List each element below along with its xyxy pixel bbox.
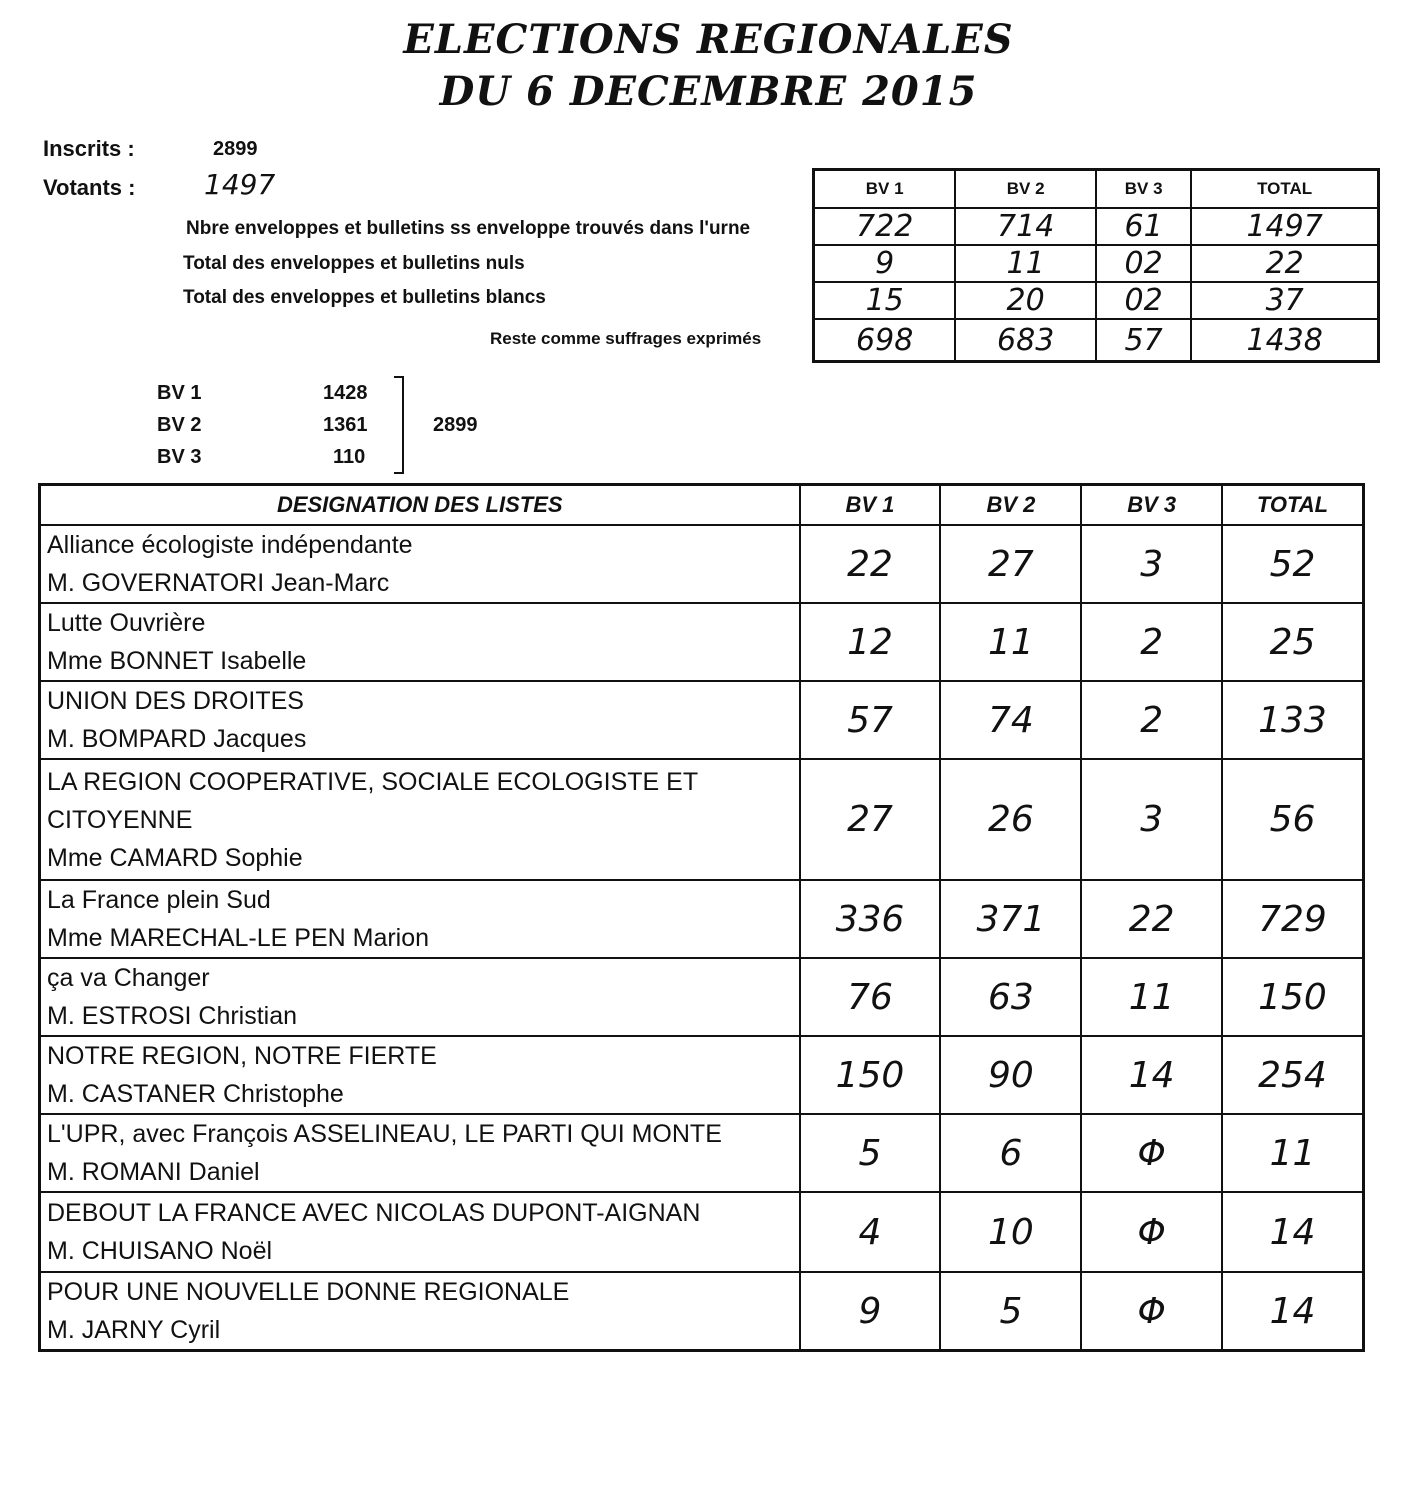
- summary-cell: 37: [1191, 282, 1378, 319]
- summary-header-bv3: BV 3: [1096, 170, 1191, 209]
- list-designation: [40, 1192, 800, 1272]
- list-total: 133: [1222, 681, 1364, 759]
- list-designation: [40, 880, 800, 958]
- summary-cell: 714: [955, 208, 1096, 245]
- list-total: 729: [1222, 880, 1364, 958]
- list-row: [40, 958, 1364, 1036]
- lists-header-row: [40, 485, 1364, 526]
- list-name: NOTRE REGION, NOTRE FIERTE: [47, 1042, 437, 1070]
- list-row: [40, 880, 1364, 958]
- bureau-value: 1428: [323, 382, 368, 404]
- list-total: 52: [1222, 525, 1364, 603]
- candidate-name: M. CHUISANO Noël: [47, 1237, 273, 1265]
- summary-cell: 1438: [1191, 319, 1378, 362]
- list-name: ça va Changer: [47, 964, 210, 992]
- inscrits-value: 2899: [213, 138, 258, 160]
- summary-header-bv1: BV 1: [814, 170, 956, 209]
- list-designation: [40, 958, 800, 1036]
- candidate-name: M. BOMPARD Jacques: [47, 725, 307, 753]
- bureau-name: BV 2: [157, 414, 202, 436]
- list-designation: [40, 681, 800, 759]
- summary-cell: 683: [955, 319, 1096, 362]
- list-vote-count: 371: [940, 880, 1081, 958]
- list-vote-count: 2: [1081, 681, 1222, 759]
- list-name: Lutte Ouvrière: [47, 609, 206, 637]
- list-total: 11: [1222, 1114, 1364, 1192]
- list-vote-count: 57: [800, 681, 941, 759]
- summary-row: [814, 319, 1379, 362]
- summary-cell: 9: [814, 245, 956, 282]
- list-vote-count: 22: [1081, 880, 1222, 958]
- header-total: TOTAL: [1222, 485, 1364, 526]
- list-designation: [40, 1036, 800, 1114]
- list-total: 254: [1222, 1036, 1364, 1114]
- header-bv3: BV 3: [1081, 485, 1222, 526]
- list-vote-count: 6: [940, 1114, 1081, 1192]
- list-name: POUR UNE NOUVELLE DONNE REGIONALE: [47, 1278, 570, 1306]
- list-vote-count: 90: [940, 1036, 1081, 1114]
- bureau-total: 2899: [433, 414, 478, 436]
- summary-header-bv2: BV 2: [955, 170, 1096, 209]
- list-designation: [40, 759, 800, 880]
- list-vote-count: 4: [800, 1192, 941, 1272]
- list-designation: [40, 1272, 800, 1351]
- list-vote-count: 26: [940, 759, 1081, 880]
- summary-header-row: [814, 170, 1379, 209]
- list-vote-count: 2: [1081, 603, 1222, 681]
- summary-cell: 20: [955, 282, 1096, 319]
- candidate-name: M. ROMANI Daniel: [47, 1158, 260, 1186]
- list-vote-count: 12: [800, 603, 941, 681]
- list-vote-count: 14: [1081, 1036, 1222, 1114]
- list-total: 14: [1222, 1272, 1364, 1351]
- list-name: CITOYENNE: [47, 805, 193, 834]
- candidate-name: Mme MARECHAL-LE PEN Marion: [47, 924, 430, 952]
- header-bv2: BV 2: [940, 485, 1081, 526]
- list-total: 25: [1222, 603, 1364, 681]
- list-vote-count: 74: [940, 681, 1081, 759]
- list-total: 150: [1222, 958, 1364, 1036]
- votants-value: 1497: [204, 168, 276, 201]
- list-vote-count: 27: [800, 759, 941, 880]
- list-designation: [40, 1114, 800, 1192]
- candidate-name: M. GOVERNATORI Jean-Marc: [47, 569, 390, 597]
- summary-label-urne: Nbre enveloppes et bulletins ss enveloppe trouvés dans l'urne: [186, 218, 751, 239]
- list-vote-count: 11: [1081, 958, 1222, 1036]
- list-total: 56: [1222, 759, 1364, 880]
- bureau-value: 1361: [323, 414, 368, 436]
- list-vote-count: 9: [800, 1272, 941, 1351]
- candidate-name: Mme CAMARD Sophie: [47, 843, 303, 872]
- list-vote-count: 11: [940, 603, 1081, 681]
- candidate-name: M. ESTROSI Christian: [47, 1002, 298, 1030]
- list-row: [40, 759, 1364, 880]
- bureau-name: BV 3: [157, 446, 202, 468]
- list-vote-count: Φ: [1081, 1192, 1222, 1272]
- list-row: [40, 525, 1364, 603]
- list-row: [40, 1192, 1364, 1272]
- list-vote-count: 63: [940, 958, 1081, 1036]
- list-row: [40, 1272, 1364, 1351]
- list-vote-count: 10: [940, 1192, 1081, 1272]
- list-vote-count: Φ: [1081, 1114, 1222, 1192]
- list-vote-count: 27: [940, 525, 1081, 603]
- summary-table: [812, 168, 1380, 363]
- list-vote-count: 3: [1081, 759, 1222, 880]
- list-row: [40, 1114, 1364, 1192]
- list-vote-count: 3: [1081, 525, 1222, 603]
- list-total: 14: [1222, 1192, 1364, 1272]
- summary-cell: 722: [814, 208, 956, 245]
- bureau-bracket: [394, 376, 404, 474]
- list-vote-count: 336: [800, 880, 941, 958]
- summary-label-exprimes: Reste comme suffrages exprimés: [490, 329, 762, 348]
- bureau-value: 110: [333, 446, 366, 468]
- list-name: DEBOUT LA FRANCE AVEC NICOLAS DUPONT-AIGNAN: [47, 1199, 701, 1227]
- summary-row: [814, 208, 1379, 245]
- summary-cell: 15: [814, 282, 956, 319]
- inscrits-label: Inscrits :: [43, 136, 135, 161]
- candidate-name: Mme BONNET Isabelle: [47, 647, 307, 675]
- list-vote-count: 150: [800, 1036, 941, 1114]
- list-row: [40, 603, 1364, 681]
- list-name: UNION DES DROITES: [47, 687, 304, 715]
- summary-cell: 61: [1096, 208, 1191, 245]
- list-designation: [40, 525, 800, 603]
- votants-label: Votants :: [43, 175, 136, 200]
- list-row: [40, 681, 1364, 759]
- summary-label-blancs: Total des enveloppes et bulletins blancs: [183, 287, 546, 308]
- summary-cell: 22: [1191, 245, 1378, 282]
- bureau-name: BV 1: [157, 382, 202, 404]
- summary-cell: 698: [814, 319, 956, 362]
- header-bv1: BV 1: [800, 485, 941, 526]
- header-designation: DESIGNATION DES LISTES: [40, 485, 800, 526]
- summary-cell: 02: [1096, 282, 1191, 319]
- list-row: [40, 1036, 1364, 1114]
- summary-row: [814, 245, 1379, 282]
- lists-table: [38, 483, 1365, 1352]
- list-vote-count: 5: [940, 1272, 1081, 1351]
- candidate-name: M. JARNY Cyril: [47, 1316, 221, 1344]
- title-line-2: DU 6 DECEMBRE 2015: [439, 68, 978, 115]
- list-vote-count: Φ: [1081, 1272, 1222, 1351]
- candidate-name: M. CASTANER Christophe: [47, 1080, 344, 1108]
- list-vote-count: 5: [800, 1114, 941, 1192]
- summary-row: [814, 282, 1379, 319]
- list-name: L'UPR, avec François ASSELINEAU, LE PARTI QUI MONTE: [47, 1120, 722, 1148]
- summary-cell: 02: [1096, 245, 1191, 282]
- title-line-1: ELECTIONS REGIONALES: [403, 16, 1014, 63]
- list-vote-count: 76: [800, 958, 941, 1036]
- list-name: Alliance écologiste indépendante: [47, 531, 413, 559]
- summary-header-total: TOTAL: [1191, 170, 1378, 209]
- summary-cell: 57: [1096, 319, 1191, 362]
- summary-cell: 11: [955, 245, 1096, 282]
- summary-label-nuls: Total des enveloppes et bulletins nuls: [183, 253, 525, 274]
- list-name: La France plein Sud: [47, 886, 271, 914]
- list-name: LA REGION COOPERATIVE, SOCIALE ECOLOGISTE ET: [47, 767, 699, 796]
- summary-cell: 1497: [1191, 208, 1378, 245]
- list-vote-count: 22: [800, 525, 941, 603]
- list-designation: [40, 603, 800, 681]
